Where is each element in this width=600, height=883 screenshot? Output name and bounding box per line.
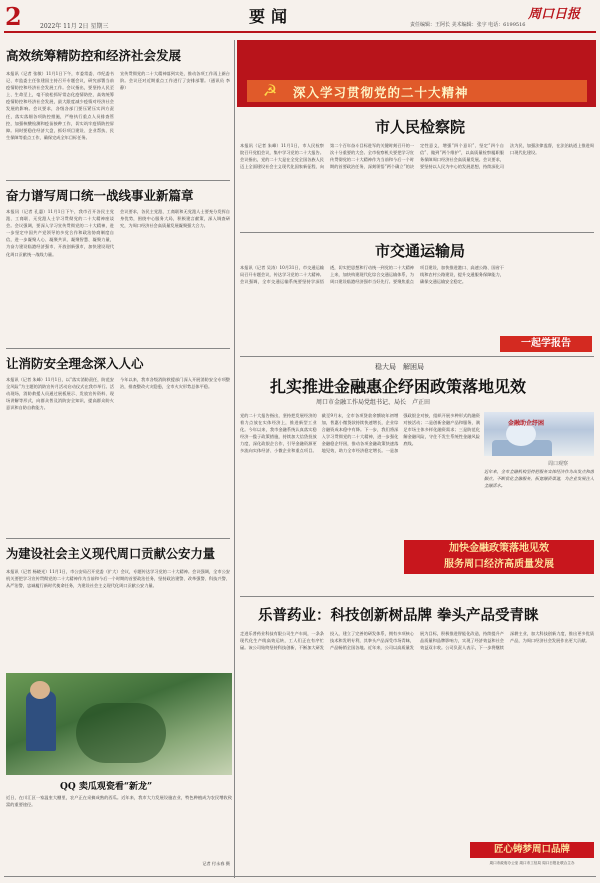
column-divider: [234, 40, 235, 878]
finance-aside-title: 金融助企纾困: [508, 420, 545, 427]
divider: [240, 596, 594, 597]
article-fire-safety-body-2: 今年以来，我市各级消防救援部门深入开展消防安全专项整治，排查整改火灾隐患，全市火灾形势总体平稳。: [120, 377, 230, 390]
headline-fire-safety: 让消防安全理念深入人心: [6, 356, 144, 371]
finance-callout-line2: 服务周口经济高质量发展: [444, 559, 554, 570]
article-united-front-body-2: 会议要求，各民主党派、工商联和无党派人士要充分发挥自身优势，围绕中心服务大局，积极建言献策，深入调查研究，为周口经济社会高质量发展凝聚强大合力。: [120, 209, 230, 229]
finance-callout-line1: 加快金融政策落地见效: [449, 543, 549, 554]
article-finance-body: 党的二十大报告指出，坚持把发展经济的着力点放在实体经济上，推进新型工业化。今年以来，我市金融系统认真落实稳经济一揽子政策措施，持续加大信贷投放力度，深化政银企合作，引导金融资源更多流向实体经济、小微企业和重点项目。截至9月末，全市各项贷款余额较年初增加，普惠小微贷款持续快速增长，企业综合融资成本稳中有降。下一步，我们将深入学习贯彻党的二十大精神，进一步强化金融稳企纾困，推动各项金融政策快速落地见效，助力全市经济稳定增长。一是加强政银企对接，组织开展多种形式的融资对接活动；二是创新金融产品和服务，满足市场主体多样化融资需求；三是防范化解金融风险，守住不发生系统性金融风险底线。: [240, 413, 480, 454]
article-procuratorate-body: 本报讯（记者 朱峰）11月1日，市人民检察院召开党组会议，集中学习党的二十大报告。会议指出，党的二十大是在全党全国各族人民迈上全面建设社会主义现代化国家新征程、向第二个百年奋斗目标进军的关键时刻召开的一次十分重要的大会。全市检察机关要把学习宣传贯彻党的二十大精神作为当前和今后一个时期的首要政治任务，深刻领悟“两个确立”的决定性意义，增强“四个意识”、坚定“四个自信”、做到“两个维护”，以高质量检察履职服务保障周口经济社会高质量发展。会议要求，要坚持以人民为中心的发展思想，持续深化司法为民，加强法律监督，在法治轨道上推进周口现代化建设。: [240, 143, 594, 170]
banner-title: 深入学习贯彻党的二十大精神: [293, 85, 469, 100]
study-report-callout: 一起学报告: [500, 336, 592, 352]
paper-logo: 周口日报: [528, 7, 581, 22]
theme-banner: [237, 40, 596, 107]
pharma-footer-note: 周口市政府办公室 周口市工信局 周口日报社联合主办: [489, 861, 575, 865]
article-united-front-body: 本报讯（记者 孔惠）11月1日下午，我市召开各民主党派、工商联、无党派人士学习贯彻党的二十大精神座谈会。会议强调，要深入学习宣传贯彻党的二十大精神，进一步坚定中国共产党领导的多党合作和政治协商制度自信，进一步凝聚人心、凝聚共识、凝聚智慧、凝聚力量，为奋力建设临港经济强市、开放创新强市，加快建设现代化周口贡献统一战线力量。: [6, 209, 114, 257]
headline-finance: 扎实推进金融惠企纾困政策落地见效: [270, 377, 527, 396]
divider: [4, 876, 596, 877]
finance-byline: 周口市金融工作局党组书记、局长 卢正田: [316, 399, 431, 406]
article-pharma-body: 走进乐普药业科技有限公司生产车间，一条条现代化生产线高效运转，工人们正在有序忙碌。该公司始终坚持科技创新，不断加大研发投入，建立了完善的研发体系，拥有多项核心技术和发明专利，其拳头产品深受市场青睐，产品畅销全国各地。近年来，公司以高质量发展为目标，积极推进智能化改造，持续提升产品质量和品牌影响力，实现了经济效益和社会效益双丰收。公司负责人表示，下一步将继续深耕主业，加大科技创新力度，推出更多优质产品，为周口经济社会发展作出更大贡献。: [240, 631, 594, 651]
pharma-callout: 匠心铸梦周口品牌: [470, 842, 594, 858]
finance-callout: [404, 540, 594, 574]
headline-united-front: 奋力谱写周口统一战线事业新篇章: [6, 188, 194, 203]
divider: [6, 180, 230, 181]
article-fire-safety-body: 本报讯（记者 朱峰）11月1日，以“落实消防责任，防范安全风险”为主题的消防宣传月活动启动仪式在我市举行。活动现场，消防救援人员通过展板展示、发放宣传资料、现场讲解等形式，向群众普及消防安全知识，提高群众防火意识和自防自救能力。: [6, 377, 114, 411]
section-title: 要闻: [249, 7, 294, 26]
editors-line: 责任编辑：王阿长 美术编辑：张宇 电话：6199516: [410, 22, 526, 28]
photo-caption-title: QQ 卖瓜观瓷看“新龙”: [60, 782, 153, 792]
page-number: 2: [5, 2, 22, 31]
article-police-body: 本报讯（记者 杨晓光）11月1日，市公安局召开党委（扩大）会议，专题传达学习党的二十大精神。会议强调，全市公安机关要把学习宣传贯彻党的二十大精神作为当前和今后一个时期的首要政治任务，坚持政治建警、改革强警、科技兴警、从严治警，忠诚履行新时代使命任务，为建设社会主义现代化周口贡献公安力量。: [6, 569, 230, 589]
headline-transport: 市交通运输局: [375, 242, 466, 260]
divider: [6, 348, 230, 349]
article-epidemic-body: 本报讯（记者 张敏）11月1日下午，市委常委、市纪委书记、市监委主任张建国主持召开专题会议，研究部署当前疫情防控和经济社会发展工作。会议指出，要坚持人民至上、生命至上，毫不放松抓好常态化疫情防控，高效统筹疫情防控和经济社会发展，最大限度减少疫情对经济社会发展的影响。会议要求，各级各部门要压紧压实四方责任，落实落细各项防控措施，严格执行重点人员排查管控，加强核酸检测和疫苗接种工作，切实筑牢疫情防控屏障。同时要稳住经济大盘，抓好项目建设、企业帮扶、民生保障等重点工作，确保完成全年目标任务。: [6, 71, 114, 140]
finance-aside-label: 周口观察: [548, 461, 569, 467]
divider: [6, 538, 230, 539]
headline-epidemic: 高效统筹精防控和经济社会发展: [6, 48, 182, 63]
divider: [240, 232, 594, 233]
party-emblem-icon: ☭: [262, 81, 278, 100]
finance-aside-body: 近年来，全市金融机构坚持把服务实体经济作为出发点和落脚点，不断优化金融服务，拓宽融资渠道，为企业发展注入金融活水。: [484, 469, 594, 489]
headline-pharma: 乐普药业：科技创新树品牌 拳头产品受青睐: [258, 607, 539, 624]
headline-police: 为建设社会主义现代周口贡献公安力量: [6, 546, 216, 561]
farm-photo: [6, 673, 232, 775]
photo-caption-body: 近日，在川汇区一家温室大棚里，农户正在采摘成熟的西瓜。近年来，我市大力发展设施农业，特色种植成为农民增收致富的重要途径。: [6, 795, 232, 808]
photo-credit: 记者 付永春 摄: [202, 861, 230, 866]
headline-procuratorate: 市人民检察院: [375, 118, 466, 136]
paper-date: 2022年 11月 2日 星期三: [40, 23, 109, 30]
masthead-rule: [4, 31, 596, 33]
article-epidemic-body-2: 宣传贯彻党的二十大精神落到实处，推动各项工作再上新台阶。会议还对近期重点工作进行了安排部署。（通讯员 李静）: [120, 71, 230, 91]
divider: [240, 356, 594, 357]
finance-kicker: 稳大局 解困局: [375, 363, 424, 371]
article-transport-body: 本报讯（记者 吴涛）10月31日，市交通运输局召开专题会议，传达学习党的二十大精神。会议强调，全市交通运输系统要坚持学深悟透，切实把思想和行动统一到党的二十大精神上来，加快构建现代化综合交通运输体系，为周口建设临港经济强市当好先行。要聚焦重点项目建设，加快推进港口、高速公路、国省干线和农村公路建设，提升交通服务保障能力，确保交通运输安全稳定。: [240, 265, 504, 285]
